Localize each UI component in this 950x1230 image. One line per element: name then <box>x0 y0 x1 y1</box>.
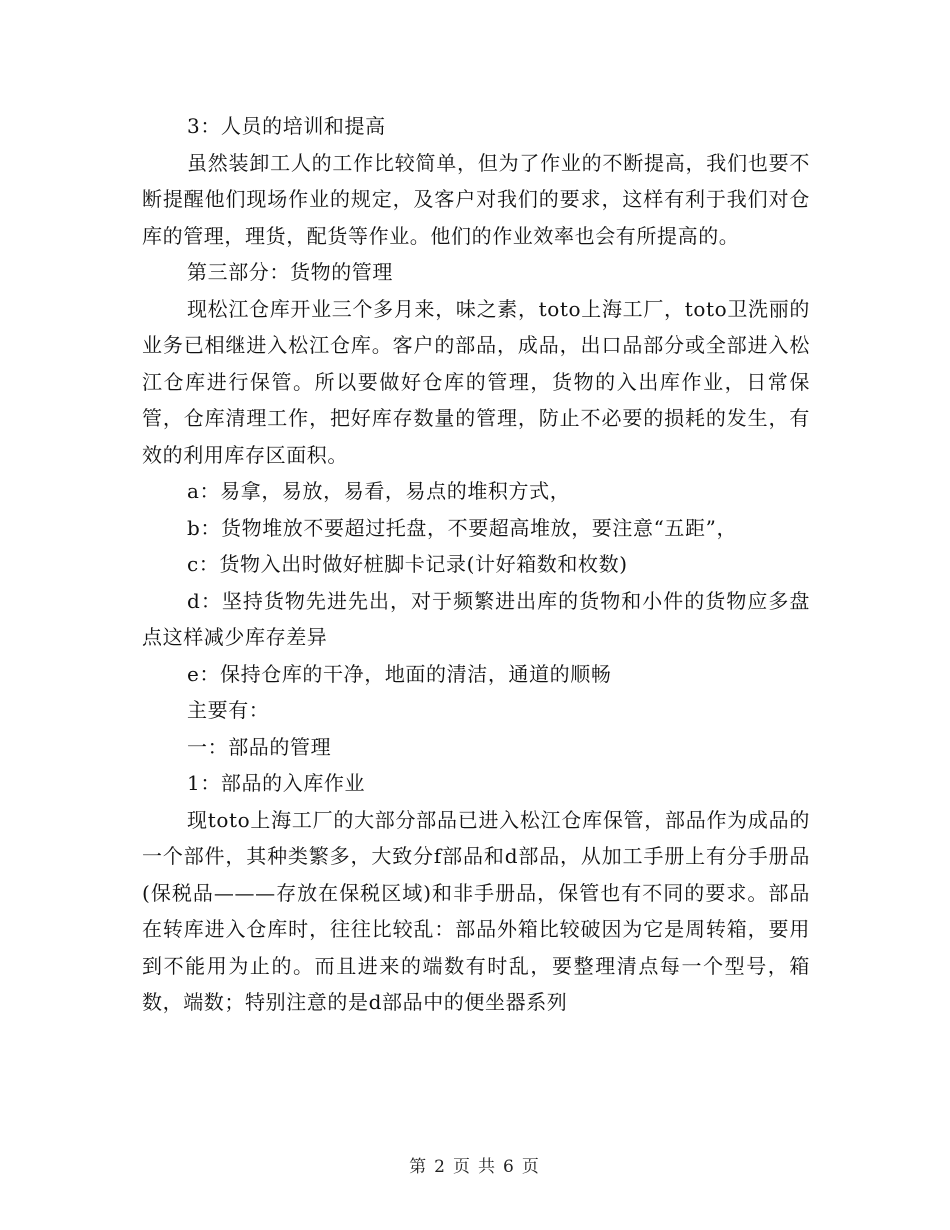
list-item-e: e：保持仓库的干净，地面的清洁，通道的顺畅 <box>187 661 612 686</box>
footer-current-page: 2 <box>434 1157 447 1177</box>
heading-parts-inbound: 1：部品的入库作业 <box>187 771 366 795</box>
label-main-items: 主要有： <box>187 698 270 722</box>
list-item-a: a：易拿，易放，易看，易点的堆积方式， <box>187 479 571 503</box>
heading-parts-management: 一：部品的管理 <box>187 734 332 759</box>
paragraph-songjiang-warehouse: 现松江仓库开业三个多月来，味之素，toto上海工厂，toto卫洗丽的业务已相继进入松江仓库。客户的部品，成品，出口品部分或全部进入松江仓库进行保管。所以要做好仓库的管理，货物的入出库作业，日常保管，仓库清理工作，把好库存数量的管理，防止不必要的损耗的发生，有效的利用库存区面积。 <box>142 296 810 467</box>
list-item-d: d：坚持货物先进先出，对于频繁进出库的货物和小件的货物应多盘点这样减少库存差异 <box>142 588 810 649</box>
paragraph-loaders: 虽然装卸工人的工作比较简单，但为了作业的不断提高，我们也要不断提醒他们现场作业的规定，及客户对我们的要求，这样有利于我们对仓库的管理，理货，配货等作业。他们的作业效率也会有所提高的。 <box>142 150 810 248</box>
footer-total-prefix: 共 <box>478 1157 497 1177</box>
footer-total-pages: 6 <box>503 1157 516 1177</box>
footer-page-word: 页 <box>453 1157 472 1177</box>
paragraph-toto-parts: 现toto上海工厂的大部分部品已进入松江仓库保管，部品作为成品的一个部件，其种类繁多，大致分f部品和d部品，从加工手册上有分手册品(保税品———存放在保税区域)和非手册品，保管也有不同的要求。部品在转库进入仓库时，往往比较乱：部品外箱比较破因为它是周转箱，要用到不能用为止的。而且进来的端数有时乱，要整理清点每一个型号，箱数，端数；特别注意的是d部品中的便坐器系列 <box>142 807 810 1014</box>
footer-prefix: 第 <box>409 1157 429 1177</box>
page-footer <box>0 1152 950 1177</box>
document-body <box>142 108 810 1021</box>
list-item-b: b：货物堆放不要超过托盘，不要超高堆放，要注意“五距”， <box>187 515 738 540</box>
heading-part-three: 第三部分：货物的管理 <box>187 260 393 284</box>
heading-staff-training: 3：人员的培训和提高 <box>187 114 386 138</box>
footer-page-word-2: 页 <box>521 1157 541 1177</box>
list-item-c: c：货物入出时做好桩脚卡记录(计好箱数和枚数) <box>187 552 628 576</box>
